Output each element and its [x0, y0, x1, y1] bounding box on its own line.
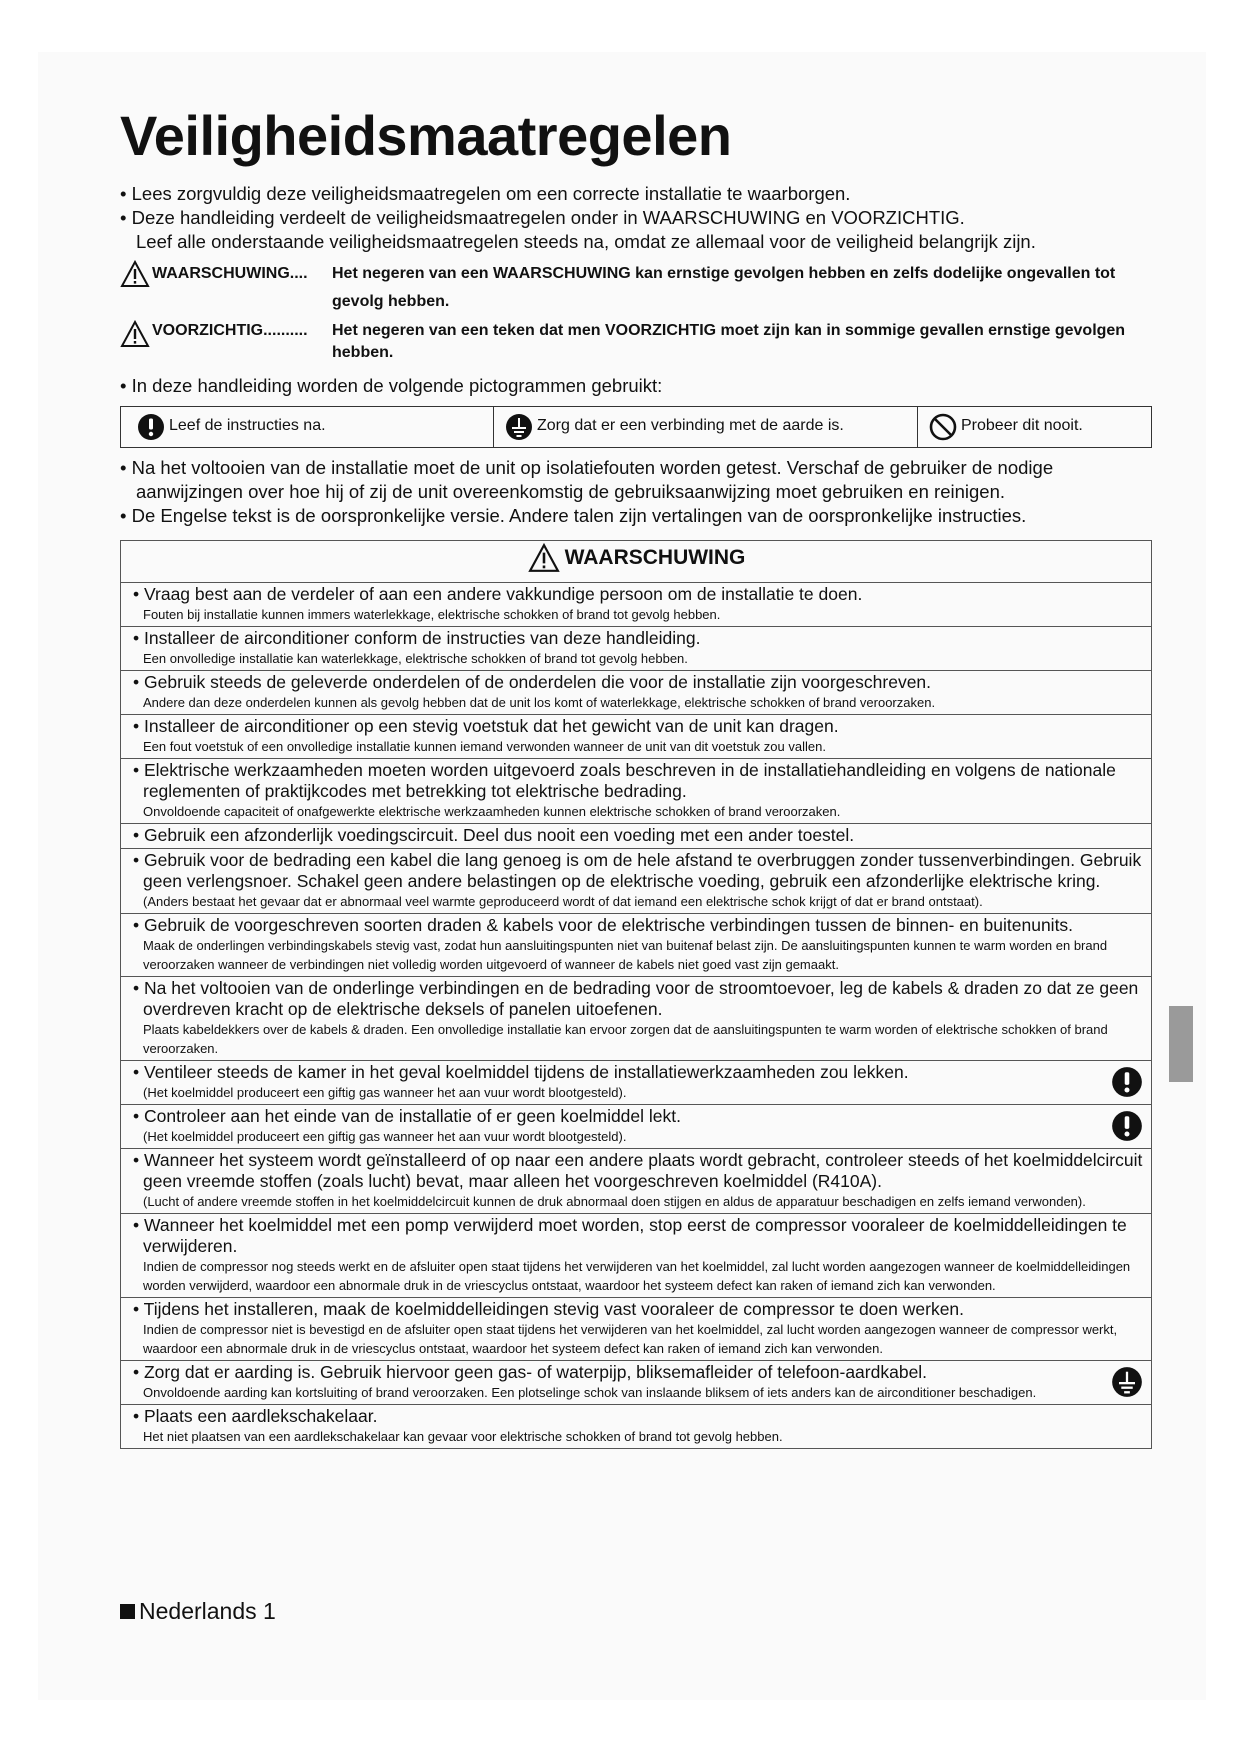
- warning-triangle-icon: [527, 543, 561, 573]
- table-row: [121, 977, 1152, 1061]
- table-row: [121, 1361, 1152, 1405]
- warning-item-sub: Plaats kabeldekkers over de kabels & draden. Een onvolledige installatie kan ervoor zorgen dat de aansluitingspunten te warm worden of elektrische schokken of brand veroorzaken.: [143, 1022, 1108, 1056]
- table-row: [121, 1149, 1152, 1214]
- warning-item-main: • Installeer de airconditioner op een stevig voetstuk dat het gewicht van de unit kan dragen.: [133, 716, 839, 736]
- page-number-label: Nederlands 1: [139, 1598, 276, 1624]
- table-row: [121, 1105, 1152, 1149]
- warning-item-main: • Gebruik steeds de geleverde onderdelen of de onderdelen die voor de installatie zijn voorgeschreven.: [133, 672, 932, 692]
- warning-item-main: • Controleer aan het einde van de installatie of er geen koelmiddel lekt.: [133, 1106, 681, 1126]
- definition-warning: [120, 260, 1152, 316]
- warning-item-sub: Een onvolledige installatie kan waterlekkage, elektrische schokken of brand tot gevolg hebben.: [143, 651, 688, 666]
- page-footer: [120, 1598, 276, 1625]
- caution-triangle-icon: [120, 320, 150, 348]
- warning-item-sub: (Het koelmiddel produceert een giftig gas wanneer het aan vuur wordt blootgesteld).: [143, 1085, 627, 1100]
- warning-item-sub: Andere dan deze onderdelen kunnen als gevolg hebben dat de unit los komt of waterlekkage, elektrische schokken of brand veroorzaken.: [143, 695, 936, 710]
- intro-line-3: Leef alle onderstaande veiligheidsmaatregelen steeds na, omdat ze allemaal voor de veiligheid belangrijk zijn.: [136, 231, 1036, 252]
- warning-item-main: • Gebruik voor de bedrading een kabel die lang genoeg is om de hele afstand te overbruggen zonder tussenverbindingen. Gebruik geen verlengsnoer. Schakel geen andere belastingen op de elektrische voeding, gebruik een afzonderlijke elektrische kring.: [133, 850, 1142, 891]
- table-row: [121, 1061, 1152, 1105]
- warning-item-sub: Een fout voetstuk of een onvolledige installatie kunnen iemand verwonden wanneer de unit van dit voetstuk zou vallen.: [143, 739, 826, 754]
- warning-item-main: • Gebruik de voorgeschreven soorten draden & kabels voor de elektrische verbindingen tussen de binnen- en buitenunits.: [133, 915, 1074, 935]
- pictogram-divider: [917, 407, 918, 447]
- table-row: [121, 1214, 1152, 1298]
- instructions-icon: [1111, 1110, 1143, 1142]
- warning-item-sub: Het niet plaatsen van een aardlekschakelaar kan gevaar voor elektrische schokken of brand tot gevolg hebben.: [143, 1429, 783, 1444]
- intro-text: [120, 182, 1152, 254]
- warning-triangle-icon: [120, 260, 150, 288]
- warning-heading-text: WAARSCHUWING: [564, 546, 746, 569]
- table-row: [121, 627, 1152, 671]
- table-row: [121, 671, 1152, 715]
- table-row: [121, 824, 1152, 849]
- warning-item-sub: Indien de compressor nog steeds werkt en de afsluiter open staat tijdens het verwijderen van het koelmiddel, zal lucht worden aangezogen wanneer de koelmiddelleidingen worden verwijderd, waardoor een abnormale druk in de vriescyclus ontstaat, waardoor het systeem defect kan raken of iemand zich kan verwonden.: [143, 1259, 1131, 1293]
- warning-item-sub: Fouten bij installatie kunnen immers waterlekkage, elektrische schokken of brand tot gevolg hebben.: [143, 607, 721, 622]
- instructions-icon: [137, 413, 165, 441]
- warning-item-main: • Vraag best aan de verdeler of aan een andere vakkundige persoon om de installatie te doen.: [133, 584, 863, 604]
- page-content: [120, 100, 1152, 1449]
- warning-item-main: • Installeer de airconditioner conform de instructies van deze handleiding.: [133, 628, 701, 648]
- pictogram-divider: [493, 407, 494, 447]
- earth-icon: [505, 413, 533, 441]
- warning-table: [120, 540, 1152, 1449]
- earth-icon: [1111, 1366, 1143, 1398]
- post-installation-notes: [120, 456, 1152, 528]
- definition-warning-desc: Het negeren van een WAARSCHUWING kan ernstige gevolgen hebben en zelfs dodelijke ongevallen tot gevolg hebben.: [332, 265, 1116, 310]
- forbidden-icon: [929, 413, 957, 441]
- warning-table-heading: [121, 541, 1152, 583]
- warning-item-main: • Plaats een aardlekschakelaar.: [133, 1406, 378, 1426]
- warning-item-sub: (Het koelmiddel produceert een giftig gas wanneer het aan vuur wordt blootgesteld).: [143, 1129, 627, 1144]
- footer-square-marker: [120, 1604, 135, 1619]
- warning-item-main: • Zorg dat er aarding is. Gebruik hiervoor geen gas- of waterpijp, bliksemafleider of telefoon-aardkabel.: [133, 1362, 928, 1382]
- warning-item-main: • Wanneer het koelmiddel met een pomp verwijderd moet worden, stop eerst de compressor vooraleer de koelmiddelleidingen te verwijderen.: [133, 1215, 1127, 1256]
- warning-item-sub: Onvoldoende aarding kan kortsluiting of brand veroorzaken. Een plotselinge schok van inslaande bliksem of iets anders kan de airconditioner beschadigen.: [143, 1385, 1037, 1400]
- pictogram-earth-label: Zorg dat er een verbinding met de aarde is.: [537, 417, 844, 434]
- pictogram-legend: [120, 406, 1152, 448]
- table-row: [121, 1405, 1152, 1449]
- warning-item-main: • Wanneer het systeem wordt geïnstalleerd of op naar een andere plaats wordt gebracht, controleer steeds of het koelmiddelcircuit geen vreemde stoffen (zoals lucht) bevat, maar alleen het voorgeschreven koelmiddel (R410A).: [133, 1150, 1143, 1191]
- warning-item-main: • Gebruik een afzonderlijk voedingscircuit. Deel dus nooit een voeding met een ander toestel.: [133, 825, 855, 845]
- warning-item-sub: (Anders bestaat het gevaar dat er abnormaal veel warmte geproduceerd wordt of dat iemand een elektrische schok krijgt of dat er brand ontstaat).: [143, 894, 983, 909]
- table-row: [121, 914, 1152, 977]
- language-note: • De Engelse tekst is de oorspronkelijke versie. Andere talen zijn vertalingen van de oorspronkelijke instructies.: [120, 505, 1027, 526]
- post-install-note: • Na het voltooien van de installatie moet de unit op isolatiefouten worden getest. Verschaf de gebruiker de nodige aanwijzingen over hoe hij of zij de unit overeenkomstig de gebruiksaanwijzing moet gebruiken en reinigen.: [120, 457, 1054, 502]
- pictogram-intro: • In deze handleiding worden de volgende pictogrammen gebruikt:: [120, 375, 663, 396]
- warning-item-main: • Na het voltooien van de onderlinge verbindingen en de bedrading voor de stroomtoevoer, leg de kabels & draden zo dat ze geen overdreven kracht op de elektrische deksels of panelen uitoefenen.: [133, 978, 1139, 1019]
- definition-caution-label: VOORZICHTIG..........: [152, 322, 308, 339]
- page-title: Veiligheidsmaatregelen: [120, 104, 732, 167]
- definition-warning-label: WAARSCHUWING....: [152, 265, 308, 282]
- table-row: [121, 849, 1152, 914]
- instructions-icon: [1111, 1066, 1143, 1098]
- table-row: [121, 759, 1152, 824]
- warning-item-sub: (Lucht of andere vreemde stoffen in het koelmiddelcircuit kunnen de druk abnormaal doen stijgen en aldus de apparatuur beschadigen en zelfs iemand verwonden).: [143, 1194, 1086, 1209]
- warning-item-sub: Indien de compressor niet is bevestigd en de afsluiter open staat tijdens het verwijderen van het koelmiddel, zal lucht worden aangezogen wanneer de compressor werkt, waardoor een abnormale druk in de vriescyclus ontstaat, waardoor het systeem defect kan raken of iemand zich kan verwonden.: [143, 1322, 1118, 1356]
- warning-item-main: • Tijdens het installeren, maak de koelmiddelleidingen stevig vast vooraleer de compressor te doen werken.: [133, 1299, 965, 1319]
- pictogram-forbidden-label: Probeer dit nooit.: [961, 417, 1083, 434]
- table-row: [121, 715, 1152, 759]
- definition-caution-desc: Het negeren van een teken dat men VOORZICHTIG moet zijn kan in sommige gevallen ernstige gevolgen hebben.: [332, 322, 1126, 361]
- definition-caution: [120, 320, 1152, 364]
- warning-item-main: • Ventileer steeds de kamer in het geval koelmiddel tijdens de installatiewerkzaamheden zou lekken.: [133, 1062, 909, 1082]
- intro-line-2: • Deze handleiding verdeelt de veiligheidsmaatregelen onder in WAARSCHUWING en VOORZICHTIG.: [120, 207, 965, 228]
- warning-item-main: • Elektrische werkzaamheden moeten worden uitgevoerd zoals beschreven in de installatiehandleiding en volgens de nationale reglementen of praktijkcodes met betrekking tot elektrische bedrading.: [133, 760, 1116, 801]
- table-row: [121, 1298, 1152, 1361]
- side-tab-marker: [1169, 1006, 1193, 1082]
- intro-line-1: • Lees zorgvuldig deze veiligheidsmaatregelen om een correcte installatie te waarborgen.: [120, 183, 851, 204]
- table-row: [121, 583, 1152, 627]
- warning-item-sub: Onvoldoende capaciteit of onafgewerkte elektrische werkzaamheden kunnen elektrische schokken of brand veroorzaken.: [143, 804, 841, 819]
- pictogram-instructions-label: Leef de instructies na.: [169, 417, 326, 434]
- warning-item-sub: Maak de onderlingen verbindingskabels stevig vast, zodat hun aansluitingspunten niet van buitenaf belast zijn. De aansluitingspunten kunnen te warm worden en brand veroorzaken wanneer de verbindingen niet volledig worden uitgevoerd of wanneer de kabels niet goed vast zijn gemaakt.: [143, 938, 1108, 972]
